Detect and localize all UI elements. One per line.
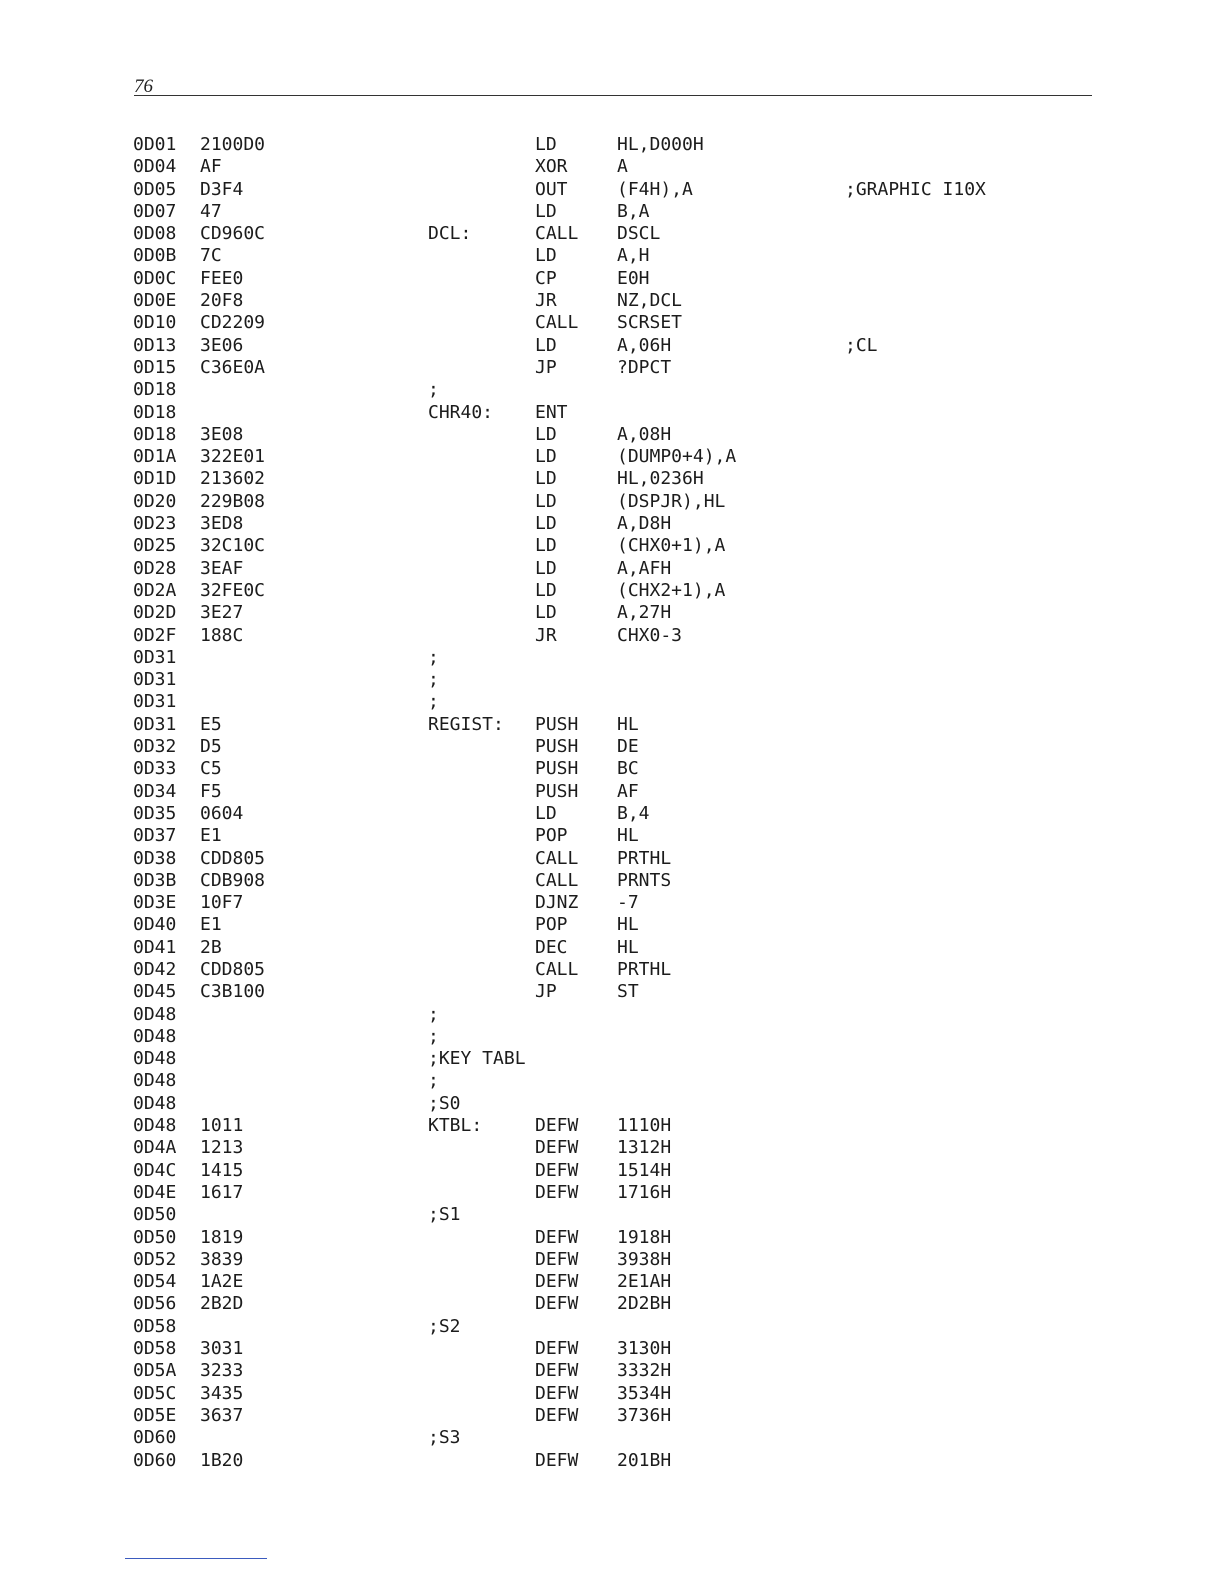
listing-line <box>133 1182 1093 1204</box>
operand: E0H <box>617 267 650 289</box>
operand: HL <box>617 936 639 958</box>
machine-code: 3233 <box>200 1360 244 1382</box>
operand: 3332H <box>617 1360 672 1382</box>
mnemonic: DEFW <box>535 1382 579 1404</box>
listing-line <box>133 268 1093 290</box>
machine-code: CDB908 <box>200 869 266 891</box>
header-rule <box>134 95 1092 96</box>
listing-line <box>133 1316 1093 1338</box>
address: 0D18 <box>133 423 177 445</box>
machine-code: C5 <box>200 758 222 780</box>
listing-line <box>133 1271 1093 1293</box>
machine-code: 3E08 <box>200 423 244 445</box>
listing-line <box>133 558 1093 580</box>
listing-line <box>133 1450 1093 1472</box>
mnemonic: DJNZ <box>535 892 579 914</box>
label: ;S3 <box>428 1427 461 1449</box>
mnemonic: LD <box>535 245 557 267</box>
page-number: 76 <box>134 76 153 97</box>
address: 0D2F <box>133 624 177 646</box>
listing-line <box>133 1070 1093 1092</box>
mnemonic: DEFW <box>535 1181 579 1203</box>
label: ;S2 <box>428 1315 461 1337</box>
listing-line <box>133 669 1093 691</box>
machine-code: 1B20 <box>200 1449 244 1471</box>
machine-code: 2B2D <box>200 1293 244 1315</box>
assembly-listing <box>133 134 1093 1472</box>
address: 0D5A <box>133 1360 177 1382</box>
machine-code: 20F8 <box>200 290 244 312</box>
mnemonic: CALL <box>535 223 579 245</box>
listing-line <box>133 1137 1093 1159</box>
operand: PRTHL <box>617 958 672 980</box>
listing-line <box>133 1293 1093 1315</box>
address: 0D0B <box>133 245 177 267</box>
mnemonic: LD <box>535 579 557 601</box>
mnemonic: LD <box>535 446 557 468</box>
address: 0D3E <box>133 892 177 914</box>
listing-line <box>133 1249 1093 1271</box>
mnemonic: PUSH <box>535 713 579 735</box>
machine-code: CDD805 <box>200 958 266 980</box>
listing-line <box>133 1026 1093 1048</box>
mnemonic: PUSH <box>535 736 579 758</box>
mnemonic: LD <box>535 468 557 490</box>
label: ; <box>428 669 439 691</box>
listing-line <box>133 1204 1093 1226</box>
mnemonic: LD <box>535 490 557 512</box>
listing-line <box>133 1048 1093 1070</box>
mnemonic: PUSH <box>535 780 579 802</box>
address: 0D4E <box>133 1181 177 1203</box>
mnemonic: LD <box>535 557 557 579</box>
address: 0D10 <box>133 312 177 334</box>
address: 0D42 <box>133 958 177 980</box>
listing-line <box>133 379 1093 401</box>
address: 0D1A <box>133 446 177 468</box>
mnemonic: LD <box>535 200 557 222</box>
mnemonic: XOR <box>535 156 568 178</box>
listing-line <box>133 513 1093 535</box>
machine-code: 1415 <box>200 1159 244 1181</box>
address: 0D31 <box>133 713 177 735</box>
mnemonic: DEFW <box>535 1137 579 1159</box>
listing-line <box>133 223 1093 245</box>
machine-code: 1213 <box>200 1137 244 1159</box>
mnemonic: DEFW <box>535 1115 579 1137</box>
listing-line <box>133 892 1093 914</box>
label: ; <box>428 646 439 668</box>
address: 0D60 <box>133 1427 177 1449</box>
operand: AF <box>617 780 639 802</box>
mnemonic: DEFW <box>535 1338 579 1360</box>
listing-line <box>133 959 1093 981</box>
operand: ST <box>617 981 639 1003</box>
label: ;KEY TABL <box>428 1048 526 1070</box>
address: 0D50 <box>133 1226 177 1248</box>
machine-code: 3435 <box>200 1382 244 1404</box>
address: 0D23 <box>133 513 177 535</box>
machine-code: D3F4 <box>200 178 244 200</box>
listing-line <box>133 535 1093 557</box>
listing-line <box>133 647 1093 669</box>
address: 0D33 <box>133 758 177 780</box>
listing-line <box>133 981 1093 1003</box>
address: 0D2A <box>133 579 177 601</box>
machine-code: CD2209 <box>200 312 266 334</box>
operand: 3938H <box>617 1248 672 1270</box>
listing-line <box>133 580 1093 602</box>
comment: ;CL <box>845 334 878 356</box>
address: 0D1D <box>133 468 177 490</box>
machine-code: 229B08 <box>200 490 266 512</box>
operand: 2E1AH <box>617 1271 672 1293</box>
machine-code: 3637 <box>200 1404 244 1426</box>
mnemonic: DEFW <box>535 1226 579 1248</box>
address: 0D15 <box>133 356 177 378</box>
mnemonic: DEFW <box>535 1293 579 1315</box>
listing-line <box>133 1383 1093 1405</box>
address: 0D28 <box>133 557 177 579</box>
listing-line <box>133 914 1093 936</box>
operand: A <box>617 156 628 178</box>
address: 0D31 <box>133 646 177 668</box>
mnemonic: LD <box>535 134 557 155</box>
mnemonic: CALL <box>535 847 579 869</box>
listing-line <box>133 357 1093 379</box>
address: 0D41 <box>133 936 177 958</box>
machine-code: C3B100 <box>200 981 266 1003</box>
mnemonic: CALL <box>535 958 579 980</box>
mnemonic: LD <box>535 334 557 356</box>
operand: BC <box>617 758 639 780</box>
label: ;S0 <box>428 1092 461 1114</box>
address: 0D0E <box>133 290 177 312</box>
operand: HL <box>617 914 639 936</box>
address: 0D38 <box>133 847 177 869</box>
label: ; <box>428 1003 439 1025</box>
mnemonic: JR <box>535 624 557 646</box>
listing-line <box>133 625 1093 647</box>
address: 0D58 <box>133 1315 177 1337</box>
operand: SCRSET <box>617 312 683 334</box>
machine-code: CD960C <box>200 223 266 245</box>
operand: HL <box>617 713 639 735</box>
address: 0D48 <box>133 1115 177 1137</box>
listing-line <box>133 156 1093 178</box>
address: 0D54 <box>133 1271 177 1293</box>
machine-code: 1819 <box>200 1226 244 1248</box>
address: 0D48 <box>133 1092 177 1114</box>
address: 0D50 <box>133 1204 177 1226</box>
listing-line <box>133 714 1093 736</box>
mnemonic: LD <box>535 602 557 624</box>
address: 0D40 <box>133 914 177 936</box>
address: 0D48 <box>133 1070 177 1092</box>
listing-line <box>133 179 1093 201</box>
listing-line <box>133 1427 1093 1449</box>
machine-code: 32C10C <box>200 535 266 557</box>
address: 0D18 <box>133 401 177 423</box>
machine-code: E5 <box>200 713 222 735</box>
machine-code: 2100D0 <box>200 134 266 155</box>
machine-code: 32FE0C <box>200 579 266 601</box>
listing-line <box>133 937 1093 959</box>
listing-line <box>133 446 1093 468</box>
operand: 1918H <box>617 1226 672 1248</box>
address: 0D4C <box>133 1159 177 1181</box>
operand: (CHX0+1),A <box>617 535 726 557</box>
address: 0D31 <box>133 669 177 691</box>
mnemonic: ENT <box>535 401 568 423</box>
listing-line <box>133 468 1093 490</box>
address: 0D48 <box>133 1048 177 1070</box>
listing-line <box>133 1360 1093 1382</box>
operand: 201BH <box>617 1449 672 1471</box>
mnemonic: CP <box>535 267 557 289</box>
machine-code: 3E27 <box>200 602 244 624</box>
operand: 3130H <box>617 1338 672 1360</box>
operand: -7 <box>617 892 639 914</box>
listing-line <box>133 1004 1093 1026</box>
address: 0D5E <box>133 1404 177 1426</box>
address: 0D34 <box>133 780 177 802</box>
operand: (CHX2+1),A <box>617 579 726 601</box>
mnemonic: DEFW <box>535 1449 579 1471</box>
listing-line <box>133 602 1093 624</box>
operand: A,AFH <box>617 557 672 579</box>
operand: A,D8H <box>617 513 672 535</box>
mnemonic: LD <box>535 513 557 535</box>
address: 0D45 <box>133 981 177 1003</box>
operand: 1110H <box>617 1115 672 1137</box>
address: 0D48 <box>133 1003 177 1025</box>
mnemonic: DEC <box>535 936 568 958</box>
mnemonic: LD <box>535 535 557 557</box>
operand: NZ,DCL <box>617 290 683 312</box>
listing-line <box>133 491 1093 513</box>
machine-code: 7C <box>200 245 222 267</box>
mnemonic: LD <box>535 802 557 824</box>
operand: B,4 <box>617 802 650 824</box>
mnemonic: DEFW <box>535 1271 579 1293</box>
listing-line <box>133 848 1093 870</box>
operand: PRNTS <box>617 869 672 891</box>
machine-code: F5 <box>200 780 222 802</box>
label: ; <box>428 379 439 401</box>
address: 0D37 <box>133 825 177 847</box>
operand: 3736H <box>617 1404 672 1426</box>
label: CHR40: <box>428 401 494 423</box>
operand: DSCL <box>617 223 661 245</box>
address: 0D60 <box>133 1449 177 1471</box>
listing-line <box>133 825 1093 847</box>
address: 0D20 <box>133 490 177 512</box>
machine-code: C36E0A <box>200 356 266 378</box>
listing-line <box>133 736 1093 758</box>
mnemonic: JP <box>535 981 557 1003</box>
machine-code: 1617 <box>200 1181 244 1203</box>
listing-line <box>133 1160 1093 1182</box>
listing-line <box>133 691 1093 713</box>
operand: 1716H <box>617 1181 672 1203</box>
operand: A,27H <box>617 602 672 624</box>
listing-line <box>133 1338 1093 1360</box>
address: 0D4A <box>133 1137 177 1159</box>
operand: A,06H <box>617 334 672 356</box>
address: 0D56 <box>133 1293 177 1315</box>
address: 0D35 <box>133 802 177 824</box>
operand: CHX0-3 <box>617 624 683 646</box>
operand: ?DPCT <box>617 356 672 378</box>
address: 0D18 <box>133 379 177 401</box>
operand: A,H <box>617 245 650 267</box>
machine-code: FEE0 <box>200 267 244 289</box>
listing-line <box>133 870 1093 892</box>
listing-line <box>133 1093 1093 1115</box>
machine-code: 322E01 <box>200 446 266 468</box>
label: REGIST: <box>428 713 504 735</box>
machine-code: 3E06 <box>200 334 244 356</box>
listing-line <box>133 424 1093 446</box>
operand: HL <box>617 825 639 847</box>
address: 0D48 <box>133 1025 177 1047</box>
address: 0D01 <box>133 134 177 155</box>
operand: (F4H),A <box>617 178 693 200</box>
mnemonic: DEFW <box>535 1360 579 1382</box>
listing-line <box>133 1115 1093 1137</box>
operand: 1312H <box>617 1137 672 1159</box>
listing-line <box>133 245 1093 267</box>
operand: A,08H <box>617 423 672 445</box>
address: 0D13 <box>133 334 177 356</box>
operand: HL,D000H <box>617 134 704 155</box>
operand: B,A <box>617 200 650 222</box>
mnemonic: JR <box>535 290 557 312</box>
comment: ;GRAPHIC I10X <box>845 178 986 200</box>
machine-code: 3031 <box>200 1338 244 1360</box>
address: 0D32 <box>133 736 177 758</box>
address: 0D31 <box>133 691 177 713</box>
machine-code: D5 <box>200 736 222 758</box>
address: 0D2D <box>133 602 177 624</box>
machine-code: 0604 <box>200 802 244 824</box>
label: ; <box>428 691 439 713</box>
mnemonic: DEFW <box>535 1248 579 1270</box>
footer-rule <box>125 1558 267 1559</box>
machine-code: 1A2E <box>200 1271 244 1293</box>
mnemonic: DEFW <box>535 1159 579 1181</box>
machine-code: CDD805 <box>200 847 266 869</box>
machine-code: 3EAF <box>200 557 244 579</box>
machine-code: 1011 <box>200 1115 244 1137</box>
machine-code: 47 <box>200 200 222 222</box>
mnemonic: DEFW <box>535 1404 579 1426</box>
listing-line <box>133 312 1093 334</box>
address: 0D3B <box>133 869 177 891</box>
machine-code: 10F7 <box>200 892 244 914</box>
operand: HL,0236H <box>617 468 704 490</box>
label: ;S1 <box>428 1204 461 1226</box>
listing-line <box>133 781 1093 803</box>
listing-line <box>133 402 1093 424</box>
operand: 2D2BH <box>617 1293 672 1315</box>
operand: (DUMP0+4),A <box>617 446 737 468</box>
address: 0D08 <box>133 223 177 245</box>
operand: (DSPJR),HL <box>617 490 726 512</box>
mnemonic: PUSH <box>535 758 579 780</box>
listing-line <box>133 758 1093 780</box>
address: 0D0C <box>133 267 177 289</box>
label: DCL: <box>428 223 472 245</box>
machine-code: 188C <box>200 624 244 646</box>
listing-line <box>133 290 1093 312</box>
listing-line <box>133 803 1093 825</box>
label: KTBL: <box>428 1115 483 1137</box>
mnemonic: CALL <box>535 869 579 891</box>
machine-code: E1 <box>200 914 222 936</box>
label: ; <box>428 1025 439 1047</box>
listing-line <box>133 1227 1093 1249</box>
machine-code: 213602 <box>200 468 266 490</box>
machine-code: 3ED8 <box>200 513 244 535</box>
machine-code: 2B <box>200 936 222 958</box>
address: 0D04 <box>133 156 177 178</box>
machine-code: E1 <box>200 825 222 847</box>
listing-line <box>133 201 1093 223</box>
address: 0D07 <box>133 200 177 222</box>
operand: PRTHL <box>617 847 672 869</box>
mnemonic: JP <box>535 356 557 378</box>
mnemonic: OUT <box>535 178 568 200</box>
address: 0D58 <box>133 1338 177 1360</box>
mnemonic: LD <box>535 423 557 445</box>
operand: 1514H <box>617 1159 672 1181</box>
machine-code: 3839 <box>200 1248 244 1270</box>
machine-code: AF <box>200 156 222 178</box>
address: 0D25 <box>133 535 177 557</box>
listing-line <box>133 1405 1093 1427</box>
mnemonic: POP <box>535 825 568 847</box>
listing-line <box>133 335 1093 357</box>
listing-line <box>133 134 1093 156</box>
label: ; <box>428 1070 439 1092</box>
address: 0D52 <box>133 1248 177 1270</box>
operand: 3534H <box>617 1382 672 1404</box>
operand: DE <box>617 736 639 758</box>
address: 0D5C <box>133 1382 177 1404</box>
mnemonic: POP <box>535 914 568 936</box>
address: 0D05 <box>133 178 177 200</box>
mnemonic: CALL <box>535 312 579 334</box>
